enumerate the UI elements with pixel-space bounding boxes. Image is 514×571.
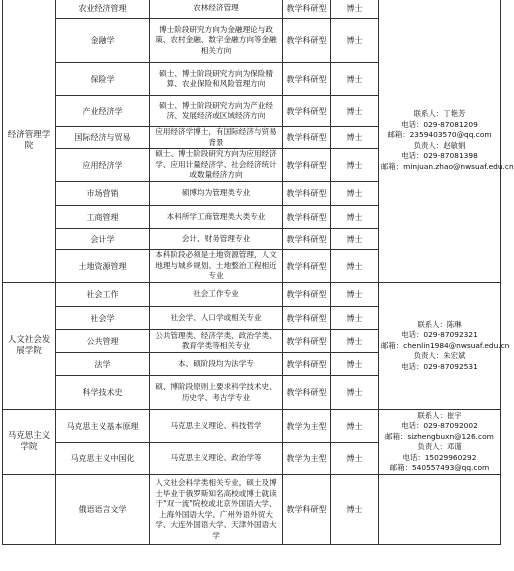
- requirement-cell: 博士阶段研究方向为金融理论与政策、农村金融、数字金融方向等金融相关方向: [150, 19, 283, 63]
- table-row: [3, 283, 501, 307]
- contact-line: 电话：029-87081209: [401, 119, 478, 129]
- contact-line: 负责人：朱宏斌: [413, 351, 466, 361]
- discipline-cell: 国际经济与贸易: [56, 127, 150, 149]
- contact-line: 邮箱：sizhengbuxn@126.com: [385, 431, 494, 441]
- contact-line: 联系人：崔宇: [417, 410, 462, 420]
- recruitment-table: [2, 0, 514, 545]
- position-type-cell: 教学科研型: [283, 353, 331, 376]
- degree-cell: 博士: [331, 182, 379, 206]
- requirement-cell: 公共管理类、经济学类、政治学类、教育学类等相关专业: [150, 330, 283, 353]
- contact-line: 负责人：邓谨: [417, 442, 462, 451]
- discipline-cell: 市场营销: [56, 182, 150, 206]
- requirement-cell: 硕士、博士阶段研究方向为保险精算、农业保险和风险管理方向: [150, 63, 283, 96]
- degree-cell: 博士: [331, 63, 379, 96]
- degree-cell: 博士: [331, 229, 379, 250]
- discipline-cell: 公共管理: [56, 330, 150, 353]
- position-type-cell: 教学科研型: [283, 330, 331, 353]
- position-type-cell: 教学科研型: [283, 96, 331, 127]
- position-type-cell: 教学为主型: [283, 410, 331, 443]
- position-type-cell: 教学科研型: [283, 127, 331, 149]
- table-row: [3, 475, 501, 545]
- discipline-cell: 社会工作: [56, 283, 150, 307]
- discipline-cell: 马克思主义中国化: [56, 443, 150, 475]
- position-type-cell: 教学科研型: [283, 182, 331, 206]
- degree-cell: 博士: [331, 96, 379, 127]
- requirement-cell: 本科阶段必须是土地资源管理，人文地理与城乡规划、土地整治工程相近专业: [150, 250, 283, 283]
- position-type-cell: 教学科研型: [283, 63, 331, 96]
- position-type-cell: 教学科研型: [283, 283, 331, 307]
- degree-cell: 博士: [331, 353, 379, 376]
- requirement-cell: 硕、博阶段原则上要求科学技术史、历史学、考古学专业: [150, 376, 283, 410]
- college-name: 人文社会发展学院: [3, 283, 56, 410]
- discipline-cell: 农业经济管理: [56, 0, 150, 19]
- degree-cell: 博士: [331, 307, 379, 330]
- degree-cell: 博士: [331, 149, 379, 182]
- position-type-cell: 教学科研型: [283, 475, 331, 545]
- degree-cell: 博士: [331, 376, 379, 410]
- requirement-cell: 硕博均为管理类专业: [150, 182, 283, 206]
- requirement-cell: 本科所学工商管理类大类专业: [150, 206, 283, 229]
- discipline-cell: 应用经济学: [56, 149, 150, 182]
- degree-cell: 博士: [331, 206, 379, 229]
- position-type-cell: 教学科研型: [283, 206, 331, 229]
- degree-cell: 博士: [331, 127, 379, 149]
- contact-line: 电话：029-87092531: [401, 361, 478, 371]
- discipline-cell: 金融学: [56, 19, 150, 63]
- contact-line: 负责人：赵敏娟: [413, 140, 466, 150]
- requirement-cell: 硕士、博士阶段研究方向为产业经济、发展经济或区域经济方向: [150, 96, 283, 127]
- requirement-cell: 社会工作专业: [150, 283, 283, 307]
- requirement-cell: 社会学、人口学或相关专业: [150, 307, 283, 330]
- contact-info: [379, 475, 501, 545]
- requirement-cell: 硕士、博士阶段研究方向为应用经济学、应用计量经济学、社会经济统计或数量经济方向: [150, 149, 283, 182]
- discipline-cell: 土地资源管理: [56, 250, 150, 283]
- position-type-cell: 教学科研型: [283, 0, 331, 19]
- discipline-cell: 会计学: [56, 229, 150, 250]
- position-type-cell: 教学为主型: [283, 443, 331, 475]
- degree-cell: 博士: [331, 19, 379, 63]
- contact-info: [379, 0, 514, 283]
- position-type-cell: 教学科研型: [283, 376, 331, 410]
- contact-line: 电话：029-87081398: [401, 151, 478, 160]
- contact-line: 邮箱：chenlin1984@nwsuaf.edu.cn: [381, 340, 510, 350]
- degree-cell: 博士: [331, 443, 379, 475]
- position-type-cell: 教学科研型: [283, 250, 331, 283]
- contact-line: 电话：15029960292: [402, 452, 477, 462]
- degree-cell: 博士: [331, 250, 379, 283]
- degree-cell: 博士: [331, 410, 379, 443]
- discipline-cell: 法学: [56, 353, 150, 376]
- discipline-cell: 保险学: [56, 63, 150, 96]
- discipline-cell: 马克思主义基本原理: [56, 410, 150, 443]
- requirement-cell: 马克思主义理论、政治学等: [150, 443, 283, 475]
- table-row: [3, 410, 501, 443]
- college-name: 马克思主义学院: [3, 410, 56, 475]
- discipline-cell: 产业经济学: [56, 96, 150, 127]
- degree-cell: 博士: [331, 0, 379, 19]
- contact-line: 电话：029-87092002: [401, 421, 478, 430]
- contact-line: 邮箱：2359403570@qq.com: [387, 130, 492, 139]
- position-type-cell: 教学科研型: [283, 229, 331, 250]
- discipline-cell: 社会学: [56, 307, 150, 330]
- requirement-cell: 马克思主义理论、科技哲学: [150, 410, 283, 443]
- college-name: 经济管理学院: [3, 0, 56, 283]
- discipline-cell: 工商管理: [56, 206, 150, 229]
- requirement-cell: 人文社会科学类相关专业，硕士及博士毕业于俄罗斯知名高校或博士就读于"双一流"院校或北京外国语大学、上海外国语大学、广州外语外贸大学、大连外国语大学、天津外国语大学: [150, 475, 283, 545]
- position-type-cell: 教学科研型: [283, 19, 331, 63]
- contact-line: 联系人：陈琳: [417, 319, 462, 329]
- position-type-cell: 教学科研型: [283, 149, 331, 182]
- contact-line: 联系人：丁艳芳: [413, 109, 466, 118]
- college-name: [3, 475, 56, 545]
- discipline-cell: 科学技术史: [56, 376, 150, 410]
- contact-line: 电话：029-87092321: [401, 330, 478, 340]
- degree-cell: 博士: [331, 283, 379, 307]
- requirement-cell: 会计、财务管理专业: [150, 229, 283, 250]
- discipline-cell: 俄语语言文学: [56, 475, 150, 545]
- position-type-cell: 教学科研型: [283, 307, 331, 330]
- requirement-cell: 本、硕阶段均为法学专: [150, 353, 283, 376]
- degree-cell: 博士: [331, 330, 379, 353]
- contact-line: 邮箱：540557493@qq.com: [389, 463, 490, 472]
- requirement-cell: 农林经济管理: [150, 0, 283, 19]
- contact-info: [379, 283, 510, 410]
- contact-line: 邮箱：minjuan.zhao@nwsuaf.edu.cn: [381, 161, 514, 171]
- table-row: [3, 0, 501, 19]
- requirement-cell: 应用经济学博士，有国际经济与贸易背景: [150, 127, 283, 149]
- contact-info: [379, 410, 501, 475]
- degree-cell: 博士: [331, 475, 379, 545]
